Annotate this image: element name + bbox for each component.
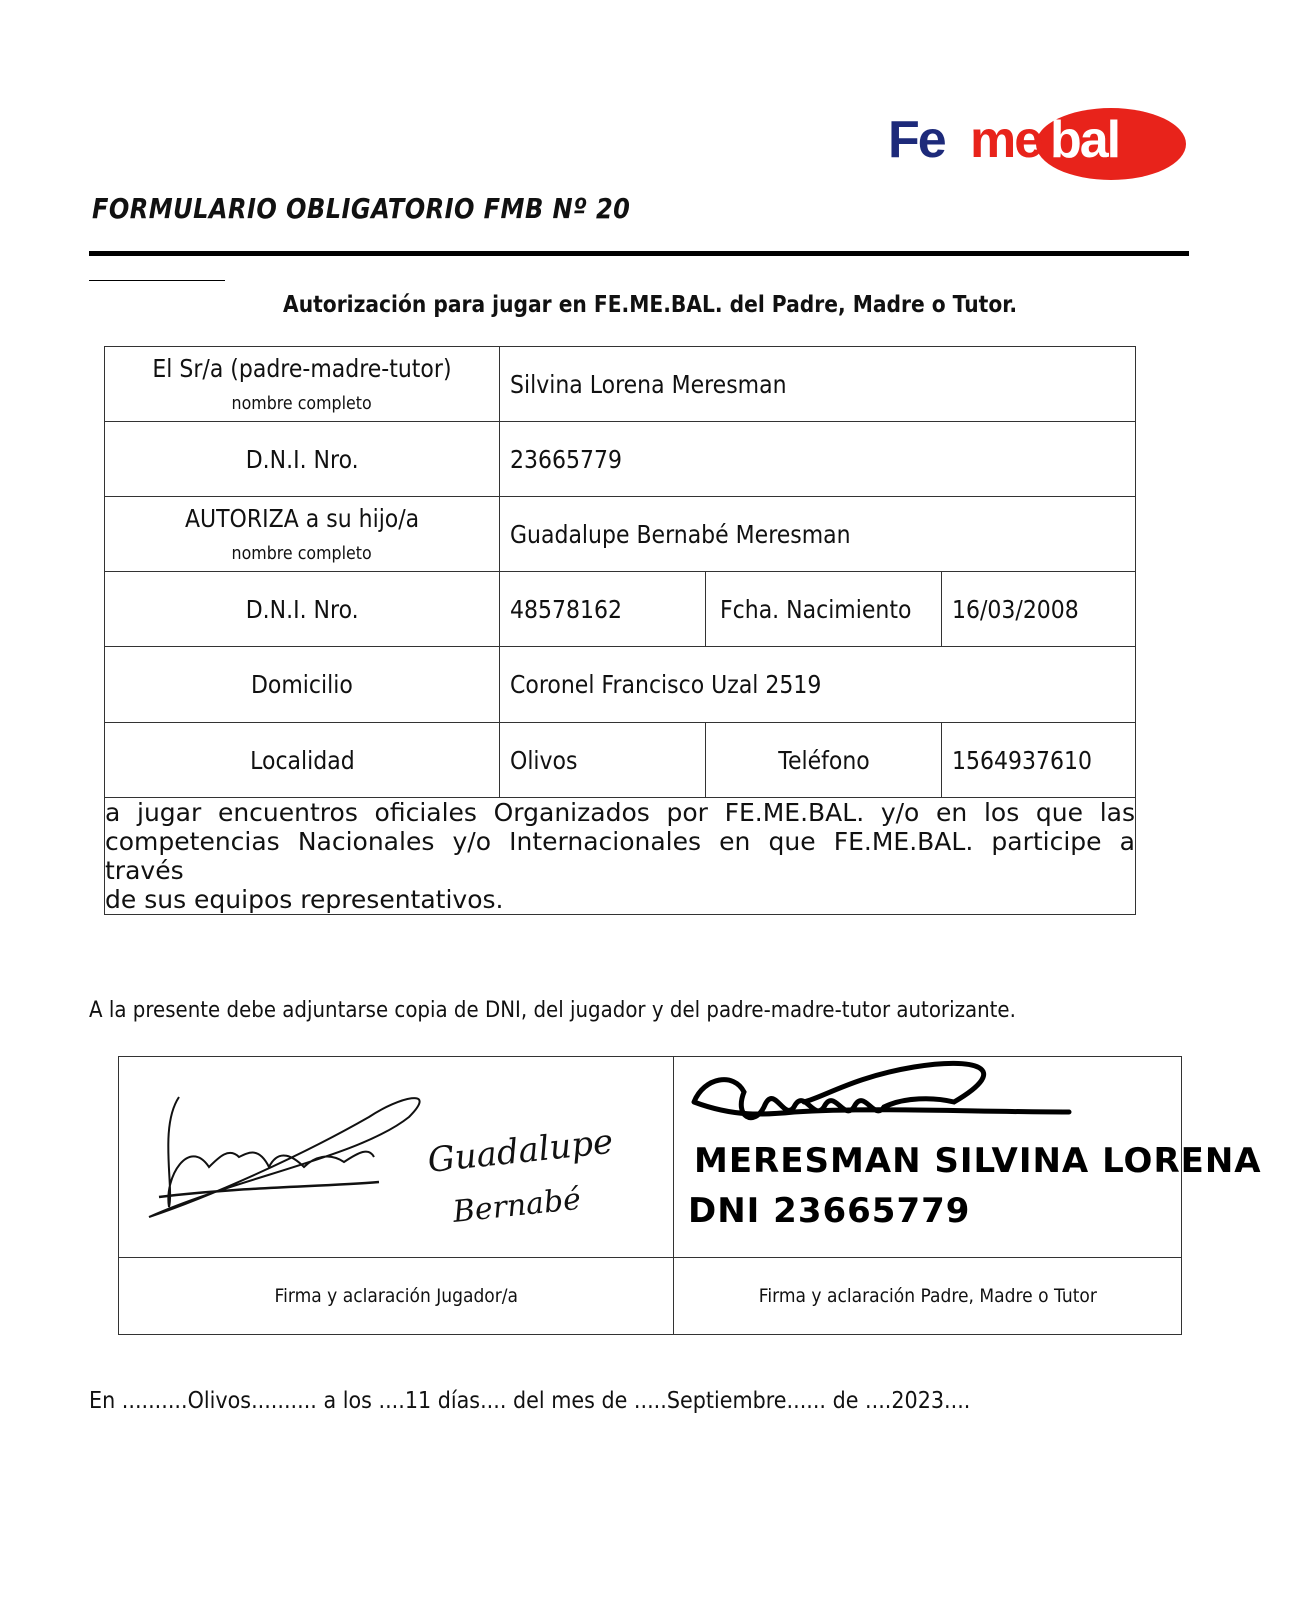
guardian-handwritten-name: MERESMAN SILVINA LORENA: [694, 1141, 1263, 1181]
authorization-text: [105, 798, 1136, 915]
guardian-dni-row: [105, 422, 1136, 497]
player-signature-drawing: [119, 1057, 675, 1257]
guardian-signature-box[interactable]: [674, 1057, 1263, 1258]
address-label: Domicilio: [251, 670, 353, 699]
locality-label: Localidad: [249, 745, 355, 775]
player-signature-caption: [119, 1258, 674, 1335]
logo-text-me: me: [970, 111, 1042, 169]
locality-row: [105, 723, 1136, 798]
address-label-cell: [105, 647, 500, 723]
guardian-label: El Sr/a (padre-madre-tutor): [152, 354, 452, 383]
child-sublabel-text: nombre completo: [231, 543, 372, 564]
guardian-signature-caption-text: Firma y aclaración Padre, Madre o Tutor: [758, 1285, 1097, 1307]
child-dni-label: D.N.I. Nro.: [245, 594, 359, 624]
guardian-signature-drawing: [674, 1057, 1263, 1257]
header-divider: [89, 251, 1189, 256]
logo-text-bal: bal: [1050, 111, 1120, 169]
child-name-value: Guadalupe Bernabé Meresman: [509, 519, 851, 549]
guardian-signature-caption: [674, 1258, 1182, 1335]
birthdate-value: 16/03/2008: [952, 594, 1080, 624]
birthdate-label-cell: [705, 572, 942, 647]
logo-text-fe: Fe: [888, 111, 945, 169]
player-signature-underline: [159, 1182, 379, 1197]
guardian-dni-value: 23665779: [509, 444, 622, 474]
attachment-note: A la presente debe adjuntarse copia de DNI, del jugador y del padre-madre-tutor autorizante.: [89, 998, 1016, 1023]
guardian-label-cell: [105, 347, 500, 422]
child-name-row: [105, 497, 1136, 572]
phone-field[interactable]: [942, 723, 1136, 798]
phone-label-cell: [705, 723, 942, 798]
guardian-name-field[interactable]: [499, 347, 1135, 422]
closing-date-line: En ..........Olivos.......... a los ....11 días.... del mes de .....Septiembre...... de ....2023....: [89, 1388, 971, 1414]
form-subtitle: [0, 292, 1300, 318]
authorization-text-row: [105, 798, 1136, 915]
child-dni-value: 48578162: [509, 594, 622, 624]
short-divider: [89, 280, 225, 281]
guardian-dni-field[interactable]: [499, 422, 1135, 497]
player-handwritten-name-1: Guadalupe: [425, 1121, 615, 1181]
child-dni-field[interactable]: [499, 572, 705, 647]
address-row: [105, 647, 1136, 723]
player-handwritten-name-2: Bernabé: [451, 1181, 583, 1230]
guardian-handwritten-dni: DNI 23665779: [688, 1191, 971, 1231]
guardian-dni-label: D.N.I. Nro.: [245, 444, 359, 474]
guardian-name-value: Silvina Lorena Meresman: [509, 369, 787, 399]
locality-label-cell: [105, 723, 500, 798]
birthdate-field[interactable]: [942, 572, 1136, 647]
authorization-text-line: de sus equipos representativos.: [105, 885, 504, 914]
signature-table: [118, 1056, 1263, 1335]
address-field[interactable]: [499, 647, 1135, 723]
phone-label: Teléfono: [777, 745, 870, 775]
authorization-text-line: a jugar encuentros oficiales Organizados por FE.ME.BAL. y/o en los que las: [105, 798, 1135, 827]
player-signature-caption-text: Firma y aclaración Jugador/a: [274, 1285, 518, 1307]
form-subtitle-text: Autorización para jugar en FE.ME.BAL. del Padre, Madre o Tutor.: [282, 292, 1018, 318]
guardian-sublabel-text: nombre completo: [231, 393, 372, 414]
player-signature-box[interactable]: [119, 1057, 674, 1258]
child-dni-row: [105, 572, 1136, 647]
guardian-sublabel: [105, 393, 499, 414]
guardian-name-row: [105, 347, 1136, 422]
authorization-text-line: competencias Nacionales y/o Internacionales en que FE.ME.BAL. participe a través: [105, 827, 1135, 885]
authorization-table: [104, 346, 1136, 915]
child-label-cell: [105, 497, 500, 572]
femebal-logo: [888, 104, 1188, 184]
child-label: AUTORIZA a su hijo/a: [184, 504, 420, 533]
player-signature-stroke: [149, 1097, 420, 1217]
child-dni-label-cell: [105, 572, 500, 647]
child-name-field[interactable]: [499, 497, 1135, 572]
birthdate-label: Fcha. Nacimiento: [719, 594, 911, 624]
guardian-dni-label-cell: [105, 422, 500, 497]
locality-field[interactable]: [499, 723, 705, 798]
child-sublabel: [105, 543, 499, 564]
locality-value: Olivos: [509, 745, 578, 775]
address-value: Coronel Francisco Uzal 2519: [509, 670, 822, 699]
guardian-signature-stroke: [694, 1063, 1069, 1117]
phone-value: 1564937610: [952, 745, 1093, 775]
form-title: FORMULARIO OBLIGATORIO FMB Nº 20: [92, 192, 631, 225]
